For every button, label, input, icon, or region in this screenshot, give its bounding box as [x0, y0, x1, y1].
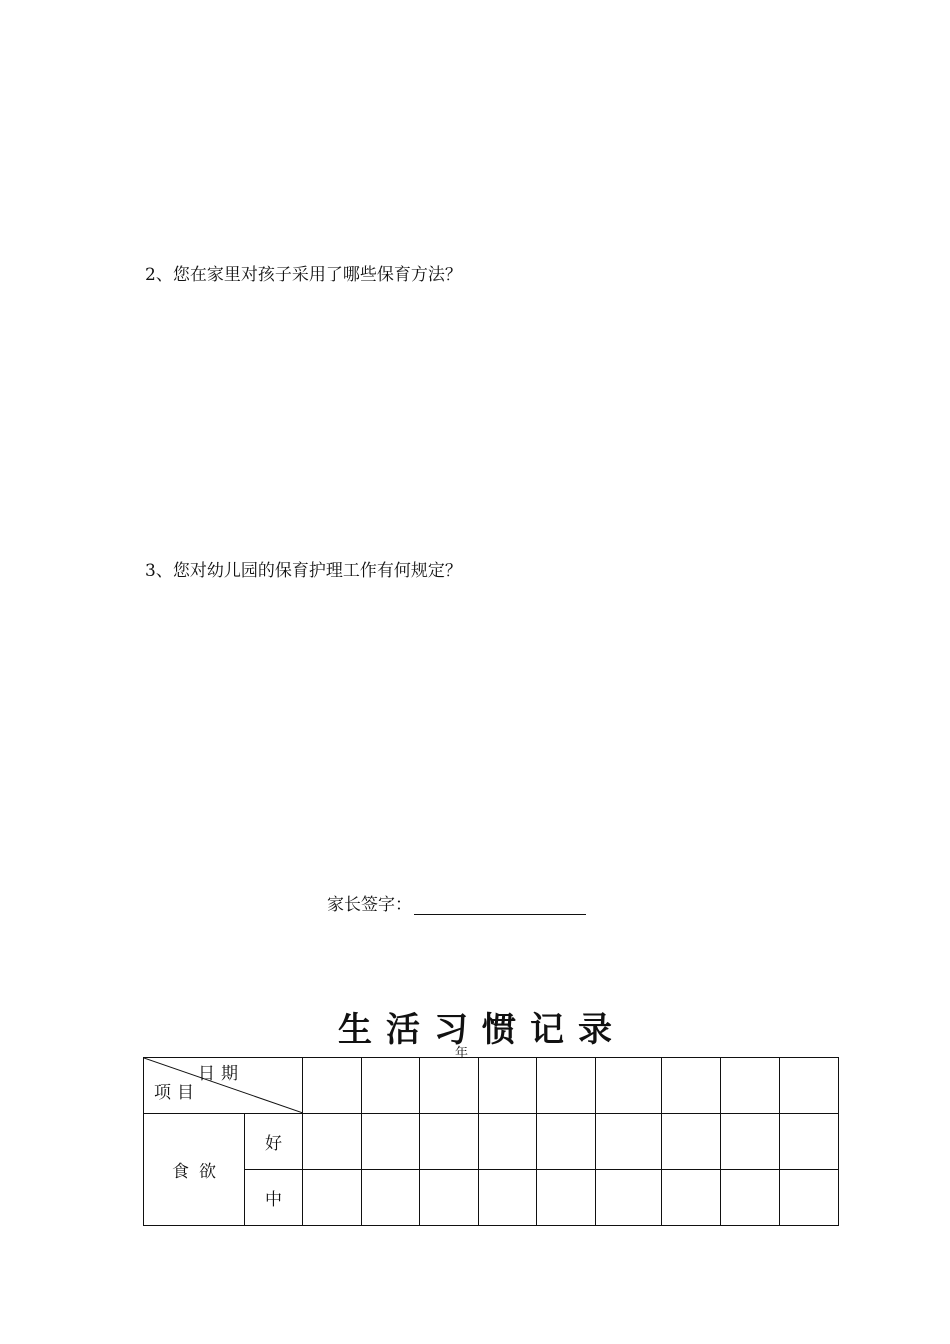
record-cell[interactable] [362, 1170, 420, 1226]
header-date-label: 日期 [198, 1064, 244, 1084]
date-cell[interactable] [537, 1058, 596, 1114]
header-item-label: 项目 [154, 1083, 200, 1103]
date-cell[interactable] [721, 1058, 780, 1114]
record-cell[interactable] [537, 1170, 596, 1226]
signature-line[interactable] [414, 896, 586, 915]
date-cell[interactable] [362, 1058, 420, 1114]
table-header-row [144, 1058, 839, 1114]
header-corner-cell [144, 1058, 303, 1114]
record-cell[interactable] [596, 1170, 662, 1226]
habit-record-table [143, 1057, 839, 1226]
level-medium: 中 [245, 1170, 303, 1226]
question-3: 3、您对幼儿园的保育护理工作有何规定？ [145, 561, 462, 581]
date-cell[interactable] [596, 1058, 662, 1114]
record-cell[interactable] [662, 1170, 721, 1226]
year-label: 年 [455, 1046, 469, 1061]
record-cell[interactable] [303, 1114, 362, 1170]
level-good: 好 [245, 1114, 303, 1170]
record-cell[interactable] [721, 1114, 780, 1170]
record-cell[interactable] [303, 1170, 362, 1226]
date-cell[interactable] [303, 1058, 362, 1114]
parent-signature [327, 890, 586, 915]
record-cell[interactable] [420, 1170, 479, 1226]
signature-label: 家长签字： [327, 895, 412, 915]
question-2: 2、您在家里对孩子采用了哪些保育方法？ [145, 265, 462, 285]
date-cell[interactable] [662, 1058, 721, 1114]
record-cell[interactable] [780, 1170, 839, 1226]
date-cell[interactable] [479, 1058, 537, 1114]
record-cell[interactable] [362, 1114, 420, 1170]
date-cell[interactable] [420, 1058, 479, 1114]
date-cell[interactable] [780, 1058, 839, 1114]
record-cell[interactable] [662, 1114, 721, 1170]
record-cell[interactable] [537, 1114, 596, 1170]
table-row [144, 1114, 839, 1170]
category-appetite: 食欲 [144, 1114, 245, 1226]
table-row [144, 1170, 839, 1226]
record-cell[interactable] [479, 1114, 537, 1170]
record-title: 生活习惯记录 [338, 1010, 626, 1050]
record-cell[interactable] [420, 1114, 479, 1170]
record-cell[interactable] [596, 1114, 662, 1170]
record-cell[interactable] [721, 1170, 780, 1226]
record-cell[interactable] [479, 1170, 537, 1226]
record-cell[interactable] [780, 1114, 839, 1170]
